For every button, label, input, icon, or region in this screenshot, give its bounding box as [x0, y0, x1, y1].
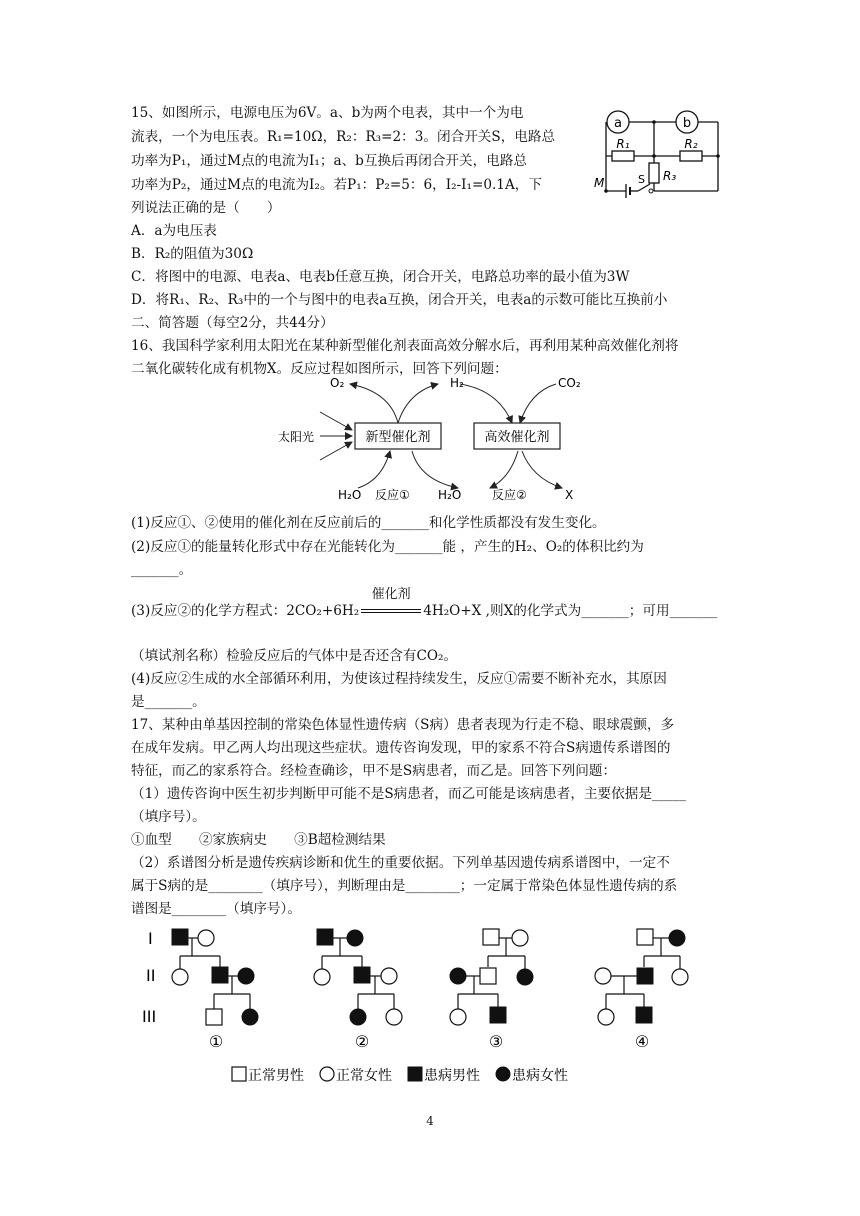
q16-line-1: 16、我国科学家利用太阳光在某种新型催化剂表面高效分解水后，再利用某种高效催化剂将: [131, 338, 679, 354]
legend-normal-male-icon: [232, 1067, 246, 1081]
legend-affected-female-icon: [496, 1067, 510, 1081]
q16-part3b: （填试剂名称）检验反应后的气体中是否还含有CO₂。: [131, 648, 458, 664]
legend-normal-female: 正常女性: [336, 1068, 392, 1084]
q17-line-7: （2）系谱图分析是遗传疾病诊断和优生的重要依据。下列单基因遗传病系谱图中，一定不: [131, 855, 670, 871]
catalyst-condition: 催化剂: [371, 587, 411, 602]
switch-label: S: [638, 173, 645, 186]
resistor-r1: [612, 151, 634, 161]
q17-line-3: 特征，而乙的家系符合。经检查确诊，甲不是S病患者，而乙是。回答下列问题：: [131, 763, 617, 779]
reaction-diagram: [270, 372, 600, 510]
legend-normal-male: 正常男性: [248, 1068, 304, 1084]
r2-label: R₂: [684, 137, 698, 151]
q17-line-6: ①血型 ②家族病史 ③B超检测结果: [131, 832, 386, 848]
q17-line-4: （1）遗传咨询中医生初步判断甲可能不是S病患者，而乙可能是该病患者，主要依据是_____: [131, 786, 686, 802]
pedigree-3-label: ③: [488, 1032, 504, 1051]
r1-label: R₁: [616, 137, 630, 151]
q15-option-d: D．将R₁、R₂、R₃中的一个与图中的电表a互换，闭合开关，电表a的示数可能比互换前小: [131, 292, 668, 308]
h2o-right-label: H₂O: [438, 488, 462, 502]
q17-line-9: 谱图是________（填序号）。: [131, 901, 301, 917]
q15-line-4: 功率为P₂，通过M点的电流为I₂。若P₁：P₂=5：6，I₂-I₁=0.1A，下: [131, 177, 542, 193]
q15-line-3: 功率为P₁，通过M点的电流为I₁；a、b互换后再闭合开关，电路总: [131, 153, 527, 169]
q15-option-b: B．R₂的阻值为30Ω: [131, 246, 254, 262]
q16-part2b: _______。: [131, 562, 193, 578]
q17-line-1: 17、某种由单基因控制的常染色体显性遗传病（S病）患者表现为行走不稳、眼球震颤，多: [131, 717, 675, 733]
pedigree-4-label: ④: [634, 1032, 650, 1051]
section-heading: 二、简答题（每空2分，共44分）: [131, 315, 334, 331]
h2-label: H₂: [450, 376, 464, 390]
q16-part4b: 是_______。: [131, 694, 206, 710]
q16-line-2: 二氧化碳转化成有机物X。反应过程如图所示，回答下列问题：: [131, 361, 508, 377]
q15-option-c: C．将图中的电源、电表a、电表b任意互换，闭合开关，电路总功率的最小值为3W: [131, 269, 630, 285]
q15-line-5: 列说法正确的是（ ）: [131, 200, 281, 216]
sunlight-label: 太阳光: [278, 430, 315, 444]
legend-affected-male: 患病男性: [424, 1068, 480, 1084]
co2-label: CO₂: [558, 376, 581, 390]
efficient-catalyst-label: 高效催化剂: [484, 430, 550, 445]
o2-label: O₂: [330, 376, 345, 390]
q17-line-8: 属于S病的是________（填序号），判断理由是________；一定属于常染色体显性遗传病的系: [131, 878, 678, 894]
h2o-left-label: H₂O: [338, 488, 362, 502]
x-label: X: [565, 488, 574, 502]
legend-affected-female: 患病女性: [512, 1068, 568, 1084]
equation-arrow: [359, 587, 423, 620]
reaction2-label: 反应②: [492, 488, 527, 502]
legend-affected-male-icon: [408, 1067, 422, 1081]
q16-part3-equation: [131, 587, 718, 620]
legend-normal-female-icon: [320, 1067, 334, 1081]
pedigree-figure: [140, 924, 720, 1090]
q15-line-2: 流表，一个为电压表。R₁=10Ω，R₂：R₃=2：3。闭合开关S，电路总: [131, 129, 556, 145]
q15-line-1: 15、如图所示，电源电压为6V。a、b为两个电表，其中一个为电: [131, 105, 524, 121]
r3-label: R₃: [663, 169, 677, 183]
equation-reactants: (3)反应②的化学方程式：2CO₂+6H₂: [131, 603, 360, 619]
meter-a-label: a: [614, 116, 622, 131]
generation-2-label: II: [146, 966, 156, 985]
q17-line-2: 在成年发病。甲乙两人均出现这些症状。遗传咨询发现，甲的家系不符合S病遗传系谱图的: [131, 740, 671, 756]
pedigree-2-label: ②: [354, 1032, 370, 1051]
q17-line-5: （填序号）。: [131, 809, 206, 825]
q15-option-a: A．a为电压表: [131, 223, 217, 239]
generation-3-label: III: [142, 1007, 157, 1026]
reaction1-label: 反应①: [375, 488, 410, 502]
pedigree-1-label: ①: [208, 1032, 224, 1051]
resistor-r3: [649, 163, 659, 183]
circuit-diagram: [594, 106, 734, 202]
q16-part1: (1)反应①、②使用的催化剂在反应前后的_______和化学性质都没有发生变化。: [131, 515, 606, 531]
point-m-label: M: [594, 176, 605, 190]
generation-1-label: I: [148, 929, 153, 948]
q16-part2a: (2)反应①的能量转化形式中存在光能转化为_______能 ，产生的H₂、O₂的体积比约为: [131, 539, 644, 555]
resistor-r2: [680, 151, 702, 161]
page-number: 4: [426, 1114, 434, 1128]
new-catalyst-label: 新型催化剂: [365, 430, 431, 445]
equation-products: 4H₂O+X ,则X的化学式为_______；可用_______: [423, 603, 718, 619]
q16-part4a: (4)反应②生成的水全部循环利用，为使该过程持续发生，反应①需要不断补充水，其原因: [131, 671, 667, 687]
meter-b-label: b: [682, 116, 692, 131]
